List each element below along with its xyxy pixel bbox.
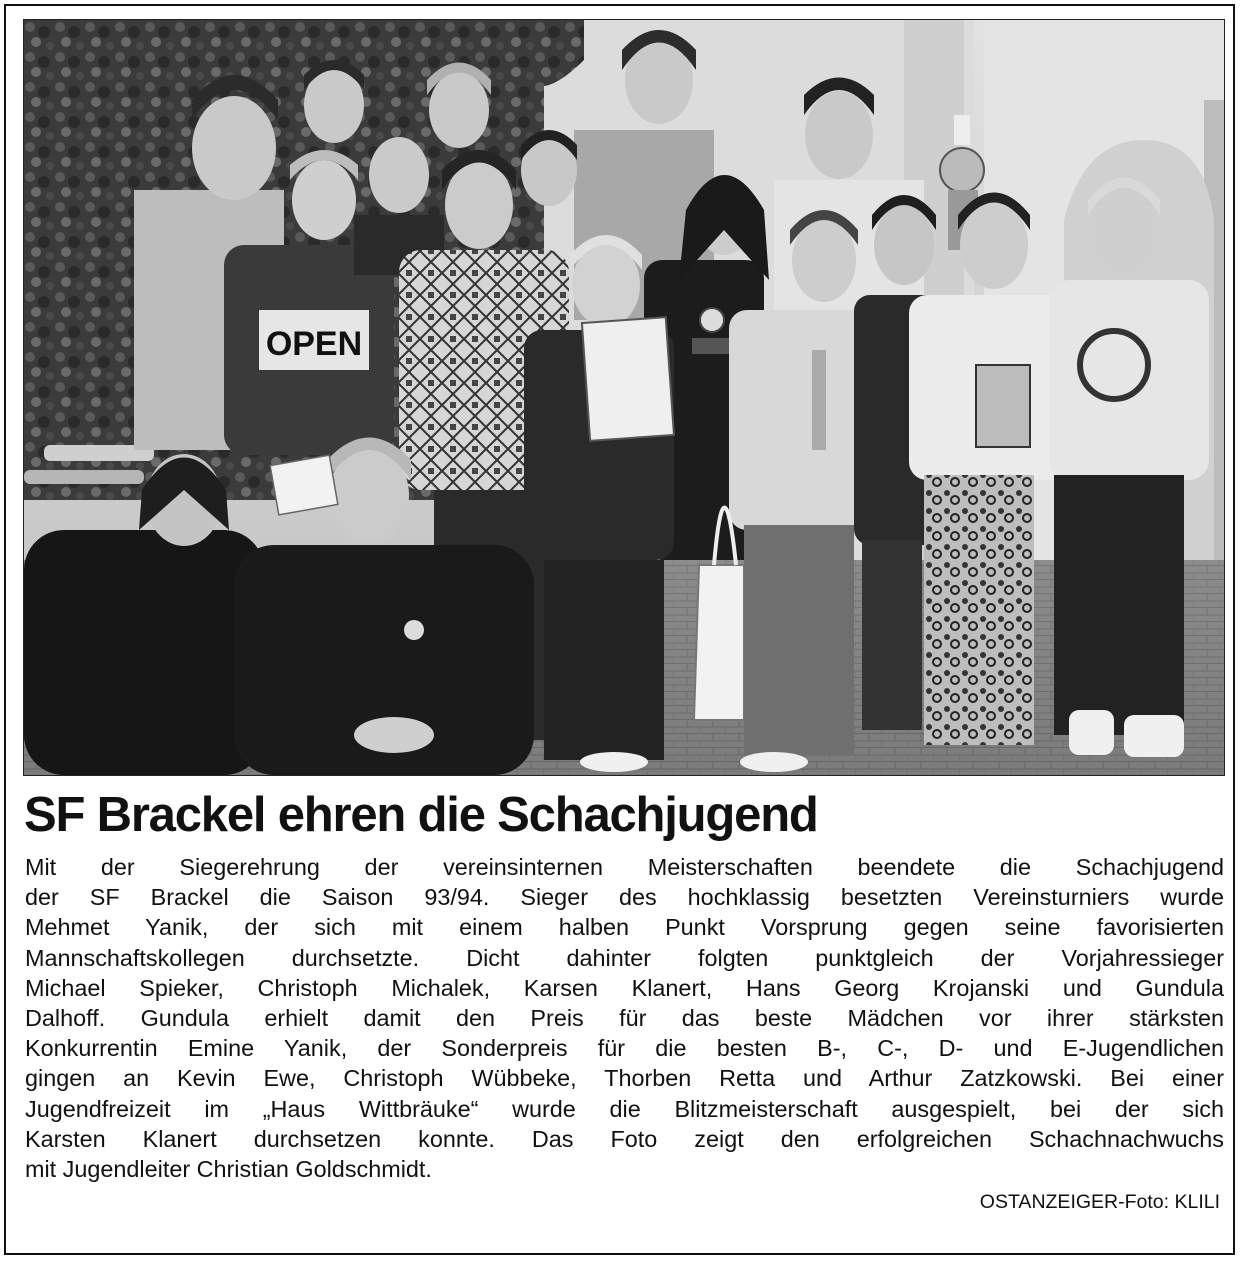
body-line: Karsten Klanert durchsetzen konnte. Das Foto zeigt den erfolgreichen Schachnachwuchs xyxy=(25,1125,1224,1152)
body-line: Mehmet Yanik, der sich mit einem halben Punkt Vorsprung gegen seine favorisierten xyxy=(25,914,1224,941)
body-line: Michael Spieker, Christoph Michalek, Karsen Klanert, Hans Georg Krojanski und Gundula xyxy=(25,974,1224,1001)
body-line: Dalhoff. Gundula erhielt damit den Preis für das beste Mädchen vor ihrer stärksten xyxy=(25,1005,1224,1032)
newspaper-clipping xyxy=(4,4,1235,1255)
body-line: mit Jugendleiter Christian Goldschmidt. xyxy=(25,1156,432,1183)
article-body xyxy=(25,852,1224,1184)
body-line: Mit der Siegerehrung der vereinsinternen Meisterschaften beendete die Schachjugend xyxy=(25,854,1224,880)
body-line: Jugendfreizeit im „Haus Wittbräuke“ wurde die Blitzmeisterschaft ausgespielt, bei der sich xyxy=(25,1095,1224,1122)
body-line: Mannschaftskollegen durchsetzte. Dicht dahinter folgten punktgleich der Vorjahressieger xyxy=(25,944,1224,971)
group-photo xyxy=(23,19,1225,776)
photo-credit: OSTANZEIGER-Foto: KLILI xyxy=(979,1191,1220,1213)
body-line: Konkurrentin Emine Yanik, der Sonderpreis für die besten B-, C-, D- und E-Jugendlichen xyxy=(25,1035,1224,1062)
body-line: der SF Brackel die Saison 93/94. Sieger des hochklassig besetzten Vereinsturniers wurde xyxy=(25,884,1224,911)
article-headline: SF Brackel ehren die Schachjugend xyxy=(24,788,818,842)
body-line: gingen an Kevin Ewe, Christoph Wübbeke, Thorben Retta und Arthur Zatzkowski. Bei einer xyxy=(25,1065,1224,1092)
svg-text:OPEN: OPEN xyxy=(265,325,363,363)
group-photo-illustration xyxy=(24,20,1224,775)
